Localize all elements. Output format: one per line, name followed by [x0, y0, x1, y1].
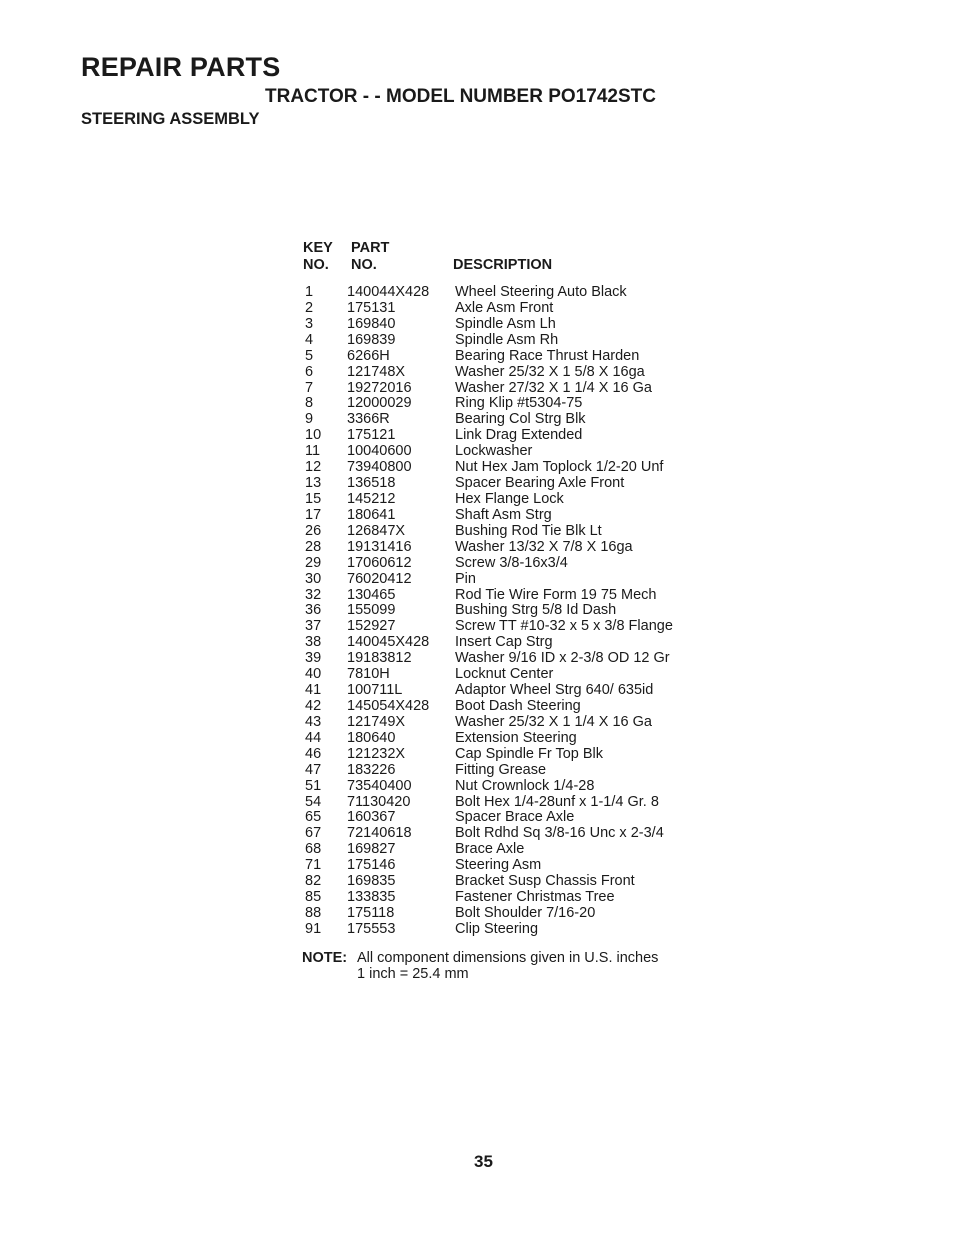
- parts-row: [0, 731, 954, 747]
- part-description: Brace Axle: [455, 841, 525, 858]
- parts-row: [0, 412, 954, 428]
- part-number: 76020412: [347, 570, 412, 587]
- part-description: Link Drag Extended: [455, 427, 583, 444]
- part-description: Bushing Strg 5/8 Id Dash: [455, 602, 617, 619]
- parts-row: [0, 922, 954, 938]
- parts-row: [0, 333, 954, 349]
- part-description: Extension Steering: [455, 729, 577, 746]
- part-description: Washer 25/32 X 1 5/8 X 16ga: [455, 363, 645, 380]
- key-number: 36: [305, 602, 322, 619]
- part-description: Rod Tie Wire Form 19 75 Mech: [455, 586, 657, 603]
- parts-row: [0, 396, 954, 412]
- key-number: 15: [305, 490, 322, 507]
- part-description: Axle Asm Front: [455, 299, 554, 316]
- part-number: 130465: [347, 586, 396, 603]
- part-description: Bolt Hex 1/4-28unf x 1-1/4 Gr. 8: [455, 793, 659, 810]
- part-description: Bearing Race Thrust Harden: [455, 347, 640, 364]
- parts-row: [0, 301, 954, 317]
- part-description: Bolt Rdhd Sq 3/8-16 Unc x 2-3/4: [455, 825, 664, 842]
- part-number: 160367: [347, 809, 396, 826]
- parts-row: [0, 540, 954, 556]
- part-number: 73540400: [347, 777, 412, 794]
- key-number: 54: [305, 793, 322, 810]
- part-description: Fastener Christmas Tree: [455, 889, 615, 906]
- part-description: Boot Dash Steering: [455, 697, 581, 714]
- part-description: Pin: [455, 570, 476, 587]
- key-number: 6: [305, 363, 314, 380]
- part-number: 6266H: [347, 347, 390, 364]
- part-header-top: PART: [351, 240, 390, 256]
- parts-row: [0, 444, 954, 460]
- key-number: 71: [305, 857, 322, 874]
- part-description: Steering Asm: [455, 857, 542, 874]
- key-number: 13: [305, 475, 322, 492]
- key-number: 12: [305, 459, 322, 476]
- note-text-line1: All component dimensions given in U.S. inches: [357, 950, 659, 966]
- parts-row: [0, 795, 954, 811]
- key-number: 47: [305, 761, 322, 778]
- part-number: 140045X428: [347, 634, 430, 651]
- part-description: Washer 13/32 X 7/8 X 16ga: [455, 538, 633, 555]
- key-number: 67: [305, 825, 322, 842]
- parts-row: [0, 588, 954, 604]
- part-description: Wheel Steering Auto Black: [455, 284, 627, 300]
- key-number: 28: [305, 538, 322, 555]
- part-number: 175131: [347, 299, 396, 316]
- parts-row: [0, 858, 954, 874]
- key-number: 2: [305, 299, 314, 316]
- parts-row: [0, 460, 954, 476]
- key-number: 4: [305, 331, 314, 348]
- part-description: Nut Hex Jam Toplock 1/2-20 Unf: [455, 459, 664, 476]
- key-number: 91: [305, 920, 322, 937]
- part-number: 175146: [347, 857, 396, 874]
- parts-row: [0, 524, 954, 540]
- part-number: 169840: [347, 315, 396, 332]
- part-description: Spindle Asm Lh: [455, 315, 556, 332]
- part-description: Ring Klip #t5304-75: [455, 395, 583, 412]
- section-title: STEERING ASSEMBLY: [81, 110, 260, 128]
- key-number: 8: [305, 395, 314, 412]
- part-number: 121748X: [347, 363, 406, 380]
- part-number: 175121: [347, 427, 396, 444]
- key-number: 65: [305, 809, 322, 826]
- part-number: 180640: [347, 729, 396, 746]
- part-description: Lockwasher: [455, 443, 533, 460]
- part-number: 175118: [347, 904, 395, 921]
- parts-row: [0, 779, 954, 795]
- key-number: 68: [305, 841, 322, 858]
- part-column-header: [351, 240, 389, 274]
- key-number: 37: [305, 618, 322, 635]
- part-number: 10040600: [347, 443, 412, 460]
- key-number: 42: [305, 697, 322, 714]
- key-number: 3: [305, 315, 314, 332]
- part-number: 73940800: [347, 459, 412, 476]
- part-number: 145054X428: [347, 697, 430, 714]
- part-description: Fitting Grease: [455, 761, 547, 778]
- parts-row: [0, 747, 954, 763]
- parts-row: [0, 365, 954, 381]
- key-number: 38: [305, 634, 322, 651]
- part-number: 19131416: [347, 538, 412, 555]
- parts-row: [0, 428, 954, 444]
- part-description: Clip Steering: [455, 920, 539, 937]
- parts-row: [0, 810, 954, 826]
- part-number: 140044X428: [347, 284, 430, 300]
- parts-row: [0, 508, 954, 524]
- key-header-bottom: NO.: [303, 257, 329, 273]
- parts-row: [0, 699, 954, 715]
- parts-row: [0, 556, 954, 572]
- part-number: 180641: [347, 506, 396, 523]
- parts-row: [0, 635, 954, 651]
- part-description: Washer 9/16 ID x 2-3/8 OD 12 Gr: [455, 650, 670, 667]
- part-number: 19183812: [347, 650, 412, 667]
- part-number: 12000029: [347, 395, 412, 412]
- part-number: 183226: [347, 761, 396, 778]
- parts-row: [0, 381, 954, 397]
- part-description: Spindle Asm Rh: [455, 331, 559, 348]
- part-description: Hex Flange Lock: [455, 490, 564, 507]
- key-number: 1: [305, 284, 314, 300]
- parts-row: [0, 572, 954, 588]
- part-description: Locknut Center: [455, 666, 554, 683]
- parts-row: [0, 317, 954, 333]
- part-description: Adaptor Wheel Strg 640/ 635id: [455, 682, 654, 699]
- part-description: Bracket Susp Chassis Front: [455, 873, 635, 890]
- key-number: 32: [305, 586, 322, 603]
- key-number: 11: [305, 443, 321, 460]
- part-number: 175553: [347, 920, 396, 937]
- part-number: 72140618: [347, 825, 412, 842]
- note-label: NOTE:: [302, 950, 348, 966]
- parts-row: [0, 715, 954, 731]
- part-number: 17060612: [347, 554, 412, 571]
- parts-row: [0, 842, 954, 858]
- description-column-header: DESCRIPTION: [453, 257, 553, 273]
- key-number: 5: [305, 347, 314, 364]
- model-subtitle: TRACTOR - - MODEL NUMBER PO1742STC: [265, 86, 656, 107]
- part-description: Bearing Col Strg Blk: [455, 411, 586, 428]
- key-number: 30: [305, 570, 322, 587]
- parts-row: [0, 476, 954, 492]
- part-number: 169835: [347, 873, 396, 890]
- key-number: 26: [305, 522, 322, 539]
- key-number: 7: [305, 379, 314, 396]
- parts-row: [0, 826, 954, 842]
- part-number: 126847X: [347, 522, 406, 539]
- key-number: 85: [305, 889, 322, 906]
- parts-list: [0, 285, 954, 938]
- part-description: Insert Cap Strg: [455, 634, 553, 651]
- part-number: 19272016: [347, 379, 412, 396]
- key-header-top: KEY: [303, 240, 333, 256]
- parts-row: [0, 906, 954, 922]
- parts-row: [0, 349, 954, 365]
- key-number: 44: [305, 729, 322, 746]
- part-number: 3366R: [347, 411, 390, 428]
- parts-row: [0, 874, 954, 890]
- part-description: Spacer Brace Axle: [455, 809, 575, 826]
- parts-row: [0, 683, 954, 699]
- part-description: Screw TT #10-32 x 5 x 3/8 Flange: [455, 618, 673, 635]
- part-description: Bushing Rod Tie Blk Lt: [455, 522, 602, 539]
- key-number: 17: [305, 506, 322, 523]
- note-text-line2: 1 inch = 25.4 mm: [357, 966, 469, 982]
- part-number: 169839: [347, 331, 396, 348]
- parts-row: [0, 890, 954, 906]
- key-number: 46: [305, 745, 322, 762]
- key-number: 39: [305, 650, 322, 667]
- part-number: 121232X: [347, 745, 406, 762]
- parts-row: [0, 651, 954, 667]
- part-description: Shaft Asm Strg: [455, 506, 552, 523]
- part-number: 155099: [347, 602, 396, 619]
- part-number: 169827: [347, 841, 396, 858]
- page-title: REPAIR PARTS: [81, 52, 281, 82]
- key-number: 88: [305, 904, 322, 921]
- key-number: 43: [305, 713, 322, 730]
- parts-row: [0, 667, 954, 683]
- part-number: 145212: [347, 490, 396, 507]
- key-number: 82: [305, 873, 322, 890]
- part-number: 133835: [347, 889, 396, 906]
- part-description: Spacer Bearing Axle Front: [455, 475, 625, 492]
- parts-row: [0, 285, 954, 301]
- page-number: 35: [474, 1152, 493, 1171]
- parts-row: [0, 603, 954, 619]
- part-description: Cap Spindle Fr Top Blk: [455, 745, 604, 762]
- part-description: Nut Crownlock 1/4-28: [455, 777, 595, 794]
- part-number: 7810H: [347, 666, 390, 683]
- part-description: Washer 25/32 X 1 1/4 X 16 Ga: [455, 713, 652, 730]
- parts-row: [0, 763, 954, 779]
- parts-row: [0, 492, 954, 508]
- part-number: 136518: [347, 475, 396, 492]
- part-number: 121749X: [347, 713, 406, 730]
- part-description: Screw 3/8-16x3/4: [455, 554, 568, 571]
- key-number: 10: [305, 427, 322, 444]
- key-number: 29: [305, 554, 322, 571]
- key-number: 41: [305, 682, 322, 699]
- part-number: 100711L: [347, 682, 403, 699]
- key-number: 51: [305, 777, 322, 794]
- key-number: 9: [305, 411, 314, 428]
- part-number: 152927: [347, 618, 396, 635]
- key-number: 40: [305, 666, 322, 683]
- part-header-bottom: NO.: [351, 257, 377, 273]
- part-description: Washer 27/32 X 1 1/4 X 16 Ga: [455, 379, 652, 396]
- parts-row: [0, 619, 954, 635]
- key-column-header: [303, 240, 333, 274]
- part-number: 71130420: [347, 793, 411, 810]
- part-description: Bolt Shoulder 7/16-20: [455, 904, 596, 921]
